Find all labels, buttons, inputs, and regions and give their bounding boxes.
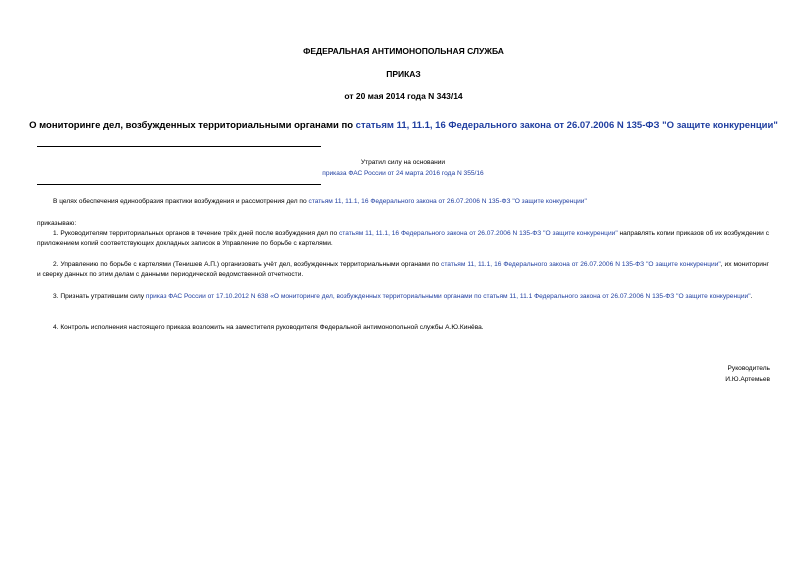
item-law-link[interactable]: статьям 11, 11.1, 16 Федерального закона от 26.07.2006 N 135-ФЗ "О защите конкуренции" — [441, 261, 721, 268]
preamble-law-link[interactable]: статьям 11, 11.1, 16 Федерального закона от 26.07.2006 N 135-ФЗ "О защите конкуренции" — [308, 198, 587, 205]
title-law-link[interactable]: статьям 11, 11.1, 16 Федерального закона от 26.07.2006 N 135-ФЗ "О защите конкуренции" — [355, 120, 778, 131]
preamble-text: В целях обеспечения единообразия практики возбуждения и рассмотрения дел по — [53, 198, 309, 205]
item-text: 1. Руководителям территориальных органов в течение трёх дней после возбуждения дел по — [53, 230, 339, 237]
item-text: 4. Контроль исполнения настоящего приказа возложить на заместителя руководителя Федеральной антимонопольной службы А.Ю.Кинёва. — [53, 324, 484, 331]
item-law-link[interactable]: статьям 11, 11.1, 16 Федерального закона от 26.07.2006 N 135-ФЗ "О защите конкуренции" — [339, 230, 618, 237]
item-text-end: направлять копии приказов об их возбуждении с приложением копий соответствующих докладных записок в Управление по борьбе с картелями. — [37, 230, 769, 247]
revocation-text: Утратил силу на основании — [360, 159, 446, 166]
item-text-end: . — [750, 293, 753, 300]
item-text: 2. Управлению по борьбе с картелями (Тенишев А.П.) организовать учёт дел, возбужденных территориальными органами по — [53, 261, 442, 268]
divider-bottom — [37, 184, 321, 185]
title-prefix: О мониторинге дел, возбужденных территориальными органами по — [29, 120, 356, 131]
item-text-end: , их мониторинг и сверку данных по этим делам с данными периодической ведомственной отчетности. — [37, 261, 770, 278]
order-item-3 — [37, 292, 769, 302]
divider-top — [37, 146, 321, 147]
order-word: приказываю: — [37, 220, 77, 227]
agency-name: ФЕДЕРАЛЬНАЯ АНТИМОНОПОЛЬНАЯ СЛУЖБА — [303, 46, 504, 56]
revocation-link[interactable]: приказа ФАС России от 24 марта 2016 года N 355/16 — [322, 170, 484, 177]
document-type: ПРИКАЗ — [386, 69, 421, 79]
signatory-name: И.Ю.Артемьев — [725, 376, 770, 383]
item-text: 3. Признать утратившим силу — [53, 293, 146, 300]
document-title — [0, 120, 807, 131]
item-order-link[interactable]: приказ ФАС России от 17.10.2012 N 638 «О мониторинге дел, возбужденных территориальными органами по статьям 11, 11.1 Федерального закона от 26.07.2006 N 135-ФЗ "О защите конкуренции" — [145, 293, 751, 300]
order-item-1 — [37, 229, 769, 249]
signature-block — [725, 363, 770, 385]
order-item-4 — [37, 323, 769, 333]
revocation-note — [260, 157, 546, 179]
order-item-2 — [37, 260, 769, 280]
signatory-position: Руководитель — [727, 365, 770, 372]
preamble — [37, 197, 769, 207]
document-date-number: от 20 мая 2014 года N 343/14 — [344, 91, 463, 101]
